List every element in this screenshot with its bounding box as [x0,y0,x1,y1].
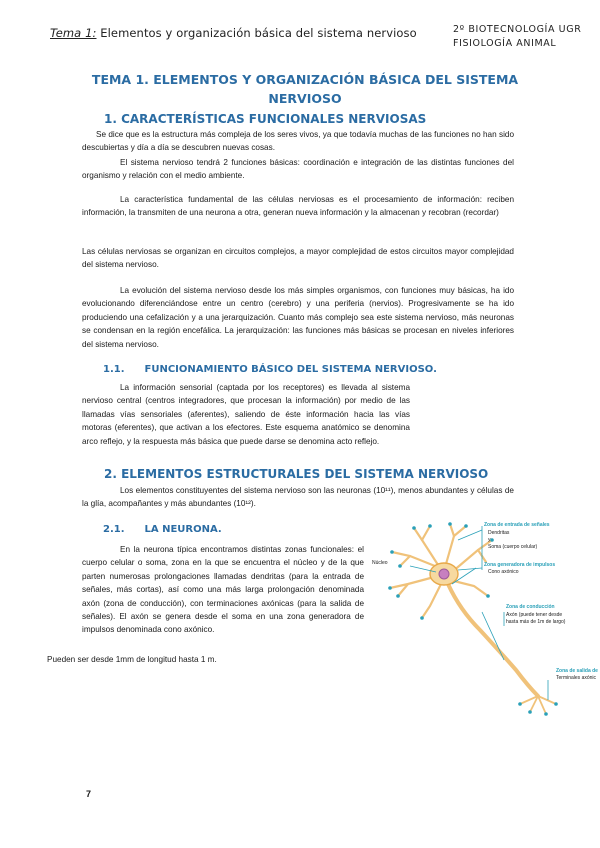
section2-heading: 2. ELEMENTOS ESTRUCTURALES DEL SISTEMA NERVIOSO [104,467,489,481]
header-course-line2: FISIOLOGÍA ANIMAL [453,38,557,49]
title-line1: TEMA 1. ELEMENTOS Y ORGANIZACIÓN BÁSICA DEL SISTEMA [91,72,519,87]
running-header-course [453,23,581,51]
section21-heading [103,524,222,535]
section21-title: LA NEURONA. [144,524,222,535]
section11-heading [103,364,437,375]
header-course-line1: 2º BIOTECNOLOGÍA UGR [453,24,582,35]
section1-paragraph1: Se dice que es la estructura más compleja de los seres vivos, ya que todavía muchas de las funciones no han sido descubiertas y día a día se descubren nuevas cosas. [82,130,514,153]
figure-label-nucleus: Núcleo [372,560,388,566]
section1-paragraph4: Las células nerviosas se organizan en circuitos complejos, a mayor complejidad de estos circuitos mayor complejidad del sistema nervioso. [82,247,514,270]
section11-paragraph1: La información sensorial (captada por los receptores) es llevada al sistema nervioso central (centros integradores, que procesan la información) por medio de las llamadas vías sensoriales (aferentes), saliendo de éste información hacia las vías motoras (eferentes), que activan a los efectores. Este esquema anatómico se denomina arco reflejo, y la respuesta más básica que puede darse se denomina acto reflejo. [82,383,410,446]
figure-label-axon-hillock: Cono axónico [488,569,519,575]
section2-paragraph1: Los elementos constituyentes del sistema nervioso son las neuronas (10¹¹), menos abundantes y células de la glía, acompañantes y más abundantes (10¹²). [82,486,514,509]
section1-paragraph2: El sistema nervioso tendrá 2 funciones básicas: coordinación e integración de las distintas funciones del organismo y relación con el medio ambiente. [82,158,514,181]
section1-paragraph3: La característica fundamental de las células nerviosas es el procesamiento de información: reciben información, la transmiten de una neurona a otra, generan nueva información y la almacenan y recobran (recordar) [82,195,514,218]
figure-label-axon-line1: Axón (puede tener desde [506,612,563,618]
document-title [80,70,530,108]
section11-number: 1.1. [103,364,125,375]
section21-paragraph2: Pueden ser desde 1mm de longitud hasta 1 m. [47,655,217,664]
figure-label-terminals: Terminales axónic [556,675,597,681]
neuron-axon [448,584,538,696]
figure-label-axon-line2: hasta más de 1m de largo) [506,619,566,625]
figure-label-soma: Soma (cuerpo celular) [488,544,538,550]
section21-paragraph1: En la neurona típica encontramos distintas zonas funcionales: el cuerpo celular o soma, zona en la que se encuentra el núcleo y de la que parten numerosas prolongaciones llamadas dendritas (para la entrada de señales, más cortas), así como una más larga prolongación denominada axón (zona de conducción), con terminaciones axónicas (para la salida de señales). El axón se genera desde el soma en una zona generadora de impulsos denominada cono axónico. [82,545,364,635]
neuron-nucleus [439,569,449,579]
header-title-text: Elementos y organización básica del sistema nervioso [96,26,417,40]
tema-label: Tema 1: [50,26,97,40]
title-line2: NERVIOSO [268,91,342,106]
section1-paragraph5: La evolución del sistema nervioso desde los más simples organismos, con funciones muy básicas, ha ido evolucionando diferenciándose entre un centro (cerebro) y una periferia (nervios). Progresivamente se ha ido produciendo una cefalización y a una jerarquización. Cuanto más complejo sea este sistema nervioso, más neuronas se condensan en la región encefálica. La jerarquización: las funciones más básicas se procesan en niveles inferiores del sistema nervioso. [82,286,514,349]
section21-number: 2.1. [103,524,125,535]
running-header-title [50,26,417,40]
section11-title: FUNCIONAMIENTO BÁSICO DEL SISTEMA NERVIOSO. [144,364,437,375]
page-number: 7 [86,789,92,799]
figure-label-dendrites: Dendritas [488,530,510,536]
figure-label-impulse-zone: Zona generadora de impulsos [484,562,556,568]
axon-terminals [520,696,556,714]
figure-label-input-zone: Zona de entrada de señales [484,522,550,528]
neuron-diagram [370,520,600,720]
figure-label-conduction-zone: Zona de conducción [506,604,555,610]
figure-label-y: y [488,537,491,543]
section1-heading: 1. CARACTERÍSTICAS FUNCIONALES NERVIOSAS [104,112,427,126]
figure-label-output-zone: Zona de salida de [556,668,598,674]
